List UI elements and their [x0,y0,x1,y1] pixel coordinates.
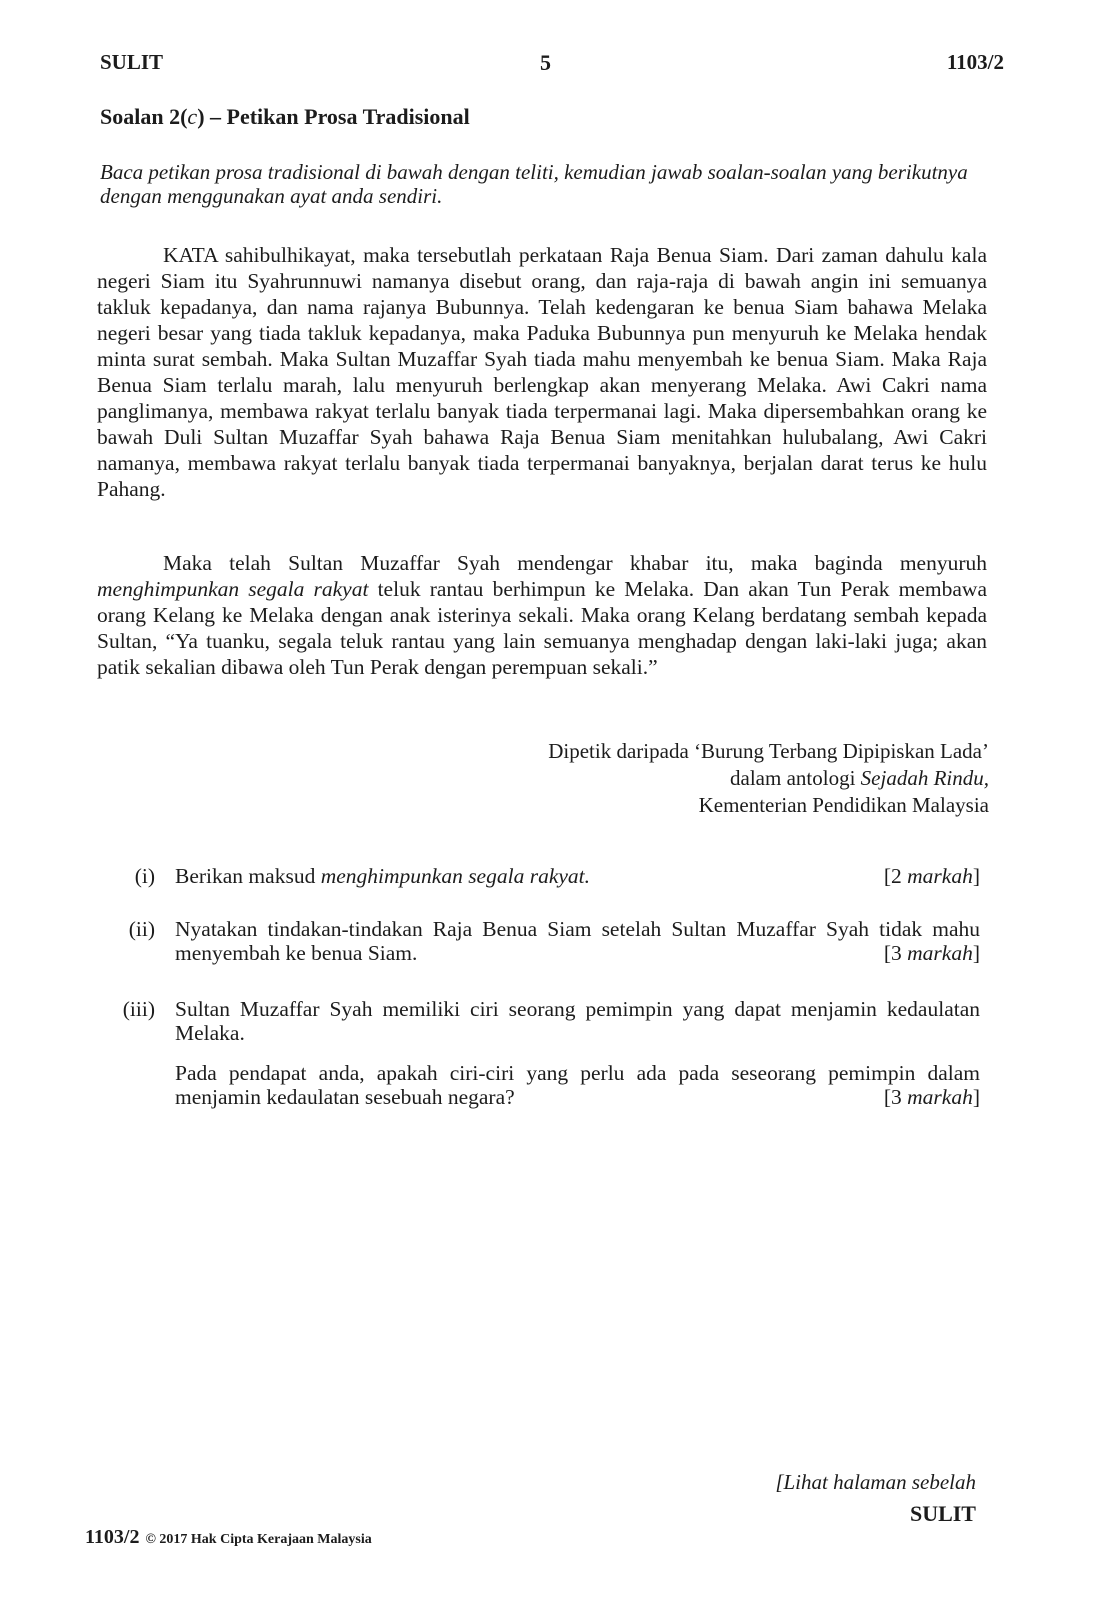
citation-line-3: Kementerian Pendidikan Malaysia [698,793,989,817]
q2-marks-close: ] [972,941,980,965]
section-title-prefix: Soalan 2( [100,104,188,129]
passage-p2-before: Maka telah Sultan Muzaffar Syah mendengar khabar itu, maka baginda menyuruh [163,551,987,575]
section-title-letter: c [187,104,198,129]
footer-classification: SULIT [909,1501,976,1526]
q2-marks-word: markah [907,941,973,965]
citation-anthology-title: Sejadah Rindu, [860,766,989,790]
footer-left [85,1526,372,1549]
q1-marks-word: markah [907,864,973,888]
question-i-number: (i) [134,864,155,888]
header-paper-code: 1103/2 [946,50,1004,74]
question-i-text: Berikan maksud [175,864,321,888]
q3-marks-open: [3 [883,1085,908,1109]
q2-marks-open: [3 [883,941,908,965]
footer-right [775,1470,976,1527]
passage-paragraph-1: KATA sahibulhikayat, maka tersebutlah perkataan Raja Benua Siam. Dari zaman dahulu kala negeri Siam itu Syahrunnuwi namanya disebut orang, dan raja-raja di bawah angin ini semuanya takluk kepadanya, dan nama rajanya Bubunnya. Telah kedengaran ke benua Siam bahawa Melaka negeri besar yang tiada takluk kepadanya, maka Paduka Bubunnya pun menyuruh ke Melaka hendak minta surat sembah. Maka Sultan Muzaffar Syah tiada mahu menyembah ke benua Siam. Maka Raja Benua Siam terlalu marah, lalu menyuruh berlengkap akan menyerang Melaka. Awi Cakri nama panglimanya, membawa rakyat terlalu banyak tiada terpermanai lagi. Maka dipersembahkan orang ke bawah Duli Sultan Muzaffar Syah bahawa Raja Benua Siam menitahkan hulubalang, Awi Cakri namanya, membawa rakyat terlalu banyak tiada terpermanai banyaknya, berjalan darat terus ke hulu Pahang. [97,243,987,501]
footer-paper-code: 1103/2 [85,1526,140,1548]
question-iii-number: (iii) [122,997,155,1021]
question-i-marks [884,864,980,888]
instruction-text: Baca petikan prosa tradisional di bawah dengan teliti, kemudian jawab soalan-soalan yang berikutnya dengan menggunakan ayat anda sendiri. [100,160,968,208]
q3-marks-close: ] [972,1085,980,1109]
question-iii-body [175,997,980,1109]
passage-p2-after: teluk rantau berhimpun ke Melaka. Dan akan Tun Perak membawa orang Kelang ke Melaka dengan anak isterinya sekali. Maka orang Kelang berdatang sembah kepada Sultan, “Ya tuanku, segala teluk rantau yang lain semuanya menghadap dengan laki-laki juga; akan patik sekalian dibawa oleh Tun Perak dengan perempuan sekali.” [97,577,987,679]
question-i-italic: menghimpunkan segala rakyat. [320,864,590,888]
section-title-suffix: ) – Petikan Prosa Tradisional [197,104,470,129]
question-iii-text: Sultan Muzaffar Syah memiliki ciri seorang pemimpin yang dapat menjamin kedaulatan Melaka. [175,997,980,1045]
q3-marks-word: markah [907,1085,973,1109]
q1-marks-close: ] [972,864,980,888]
question-ii-body [175,917,980,965]
citation-line-2-prefix: dalam antologi [730,766,861,790]
section-title [100,104,470,130]
question-ii-number: (ii) [128,917,155,941]
q1-marks-open: [2 [883,864,908,888]
footer-copyright: © 2017 Hak Cipta Kerajaan Malaysia [145,1532,372,1547]
passage-paragraph-2 [97,550,987,680]
citation-line-2 [548,765,989,792]
header-classification: SULIT [100,50,164,74]
passage-p2-italic: menghimpunkan segala rakyat [97,577,369,601]
question-i-body [175,864,980,888]
page-number: 5 [540,50,551,75]
question-iii-text-2: Pada pendapat anda, apakah ciri-ciri yang perlu ada pada seseorang pemimpin dalam menjamin kedaulatan sesebuah negara? [175,1061,980,1109]
citation-line-1: Dipetik daripada ‘Burung Terbang Dipipiskan Lada’ [548,739,989,763]
question-ii-text: Nyatakan tindakan-tindakan Raja Benua Siam setelah Sultan Muzaffar Syah tidak mahu menyembah ke benua Siam. [175,917,980,965]
source-citation [548,738,989,819]
footer-next-page: [Lihat halaman sebelah [775,1470,976,1494]
